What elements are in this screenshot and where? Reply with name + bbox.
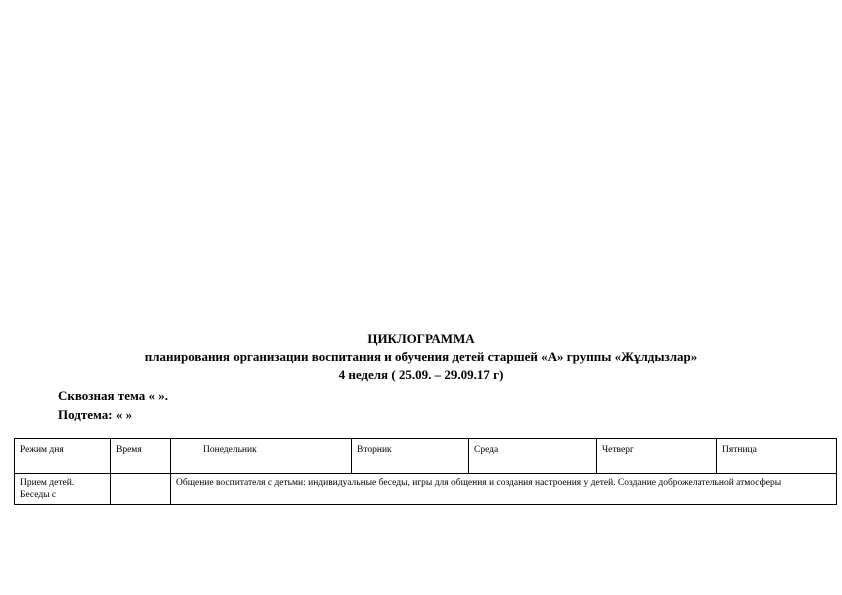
header-time: Время	[111, 439, 171, 474]
document-subtitle: планирования организации воспитания и обучения детей старшей «А» группы «Жұлдызлар»	[144, 349, 698, 364]
theme-block	[58, 386, 168, 424]
header-regime: Режим дня	[15, 439, 111, 474]
document-header	[0, 330, 842, 384]
week-range: 4 неделя ( 25.09. – 29.09.17 г)	[338, 367, 504, 382]
cell-time	[111, 474, 171, 505]
header-tuesday: Вторник	[352, 439, 469, 474]
cell-activity: Общение воспитателя с детьми: индивидуальные беседы, игры для общения и создания настроения у детей. Создание доброжелательной атмосферы	[171, 474, 837, 505]
table-row	[15, 474, 837, 505]
header-friday: Пятница	[717, 439, 837, 474]
header-wednesday: Среда	[469, 439, 597, 474]
header-monday: Понедельник	[171, 439, 352, 474]
subtheme: Подтема: « »	[58, 407, 133, 422]
through-theme: Сквозная тема « ».	[58, 388, 168, 403]
document-title: ЦИКЛОГРАММА	[367, 331, 475, 346]
schedule-table	[14, 438, 837, 505]
table-header-row	[15, 439, 837, 474]
cell-regime: Прием детей. Беседы с	[15, 474, 111, 505]
header-thursday: Четверг	[597, 439, 717, 474]
